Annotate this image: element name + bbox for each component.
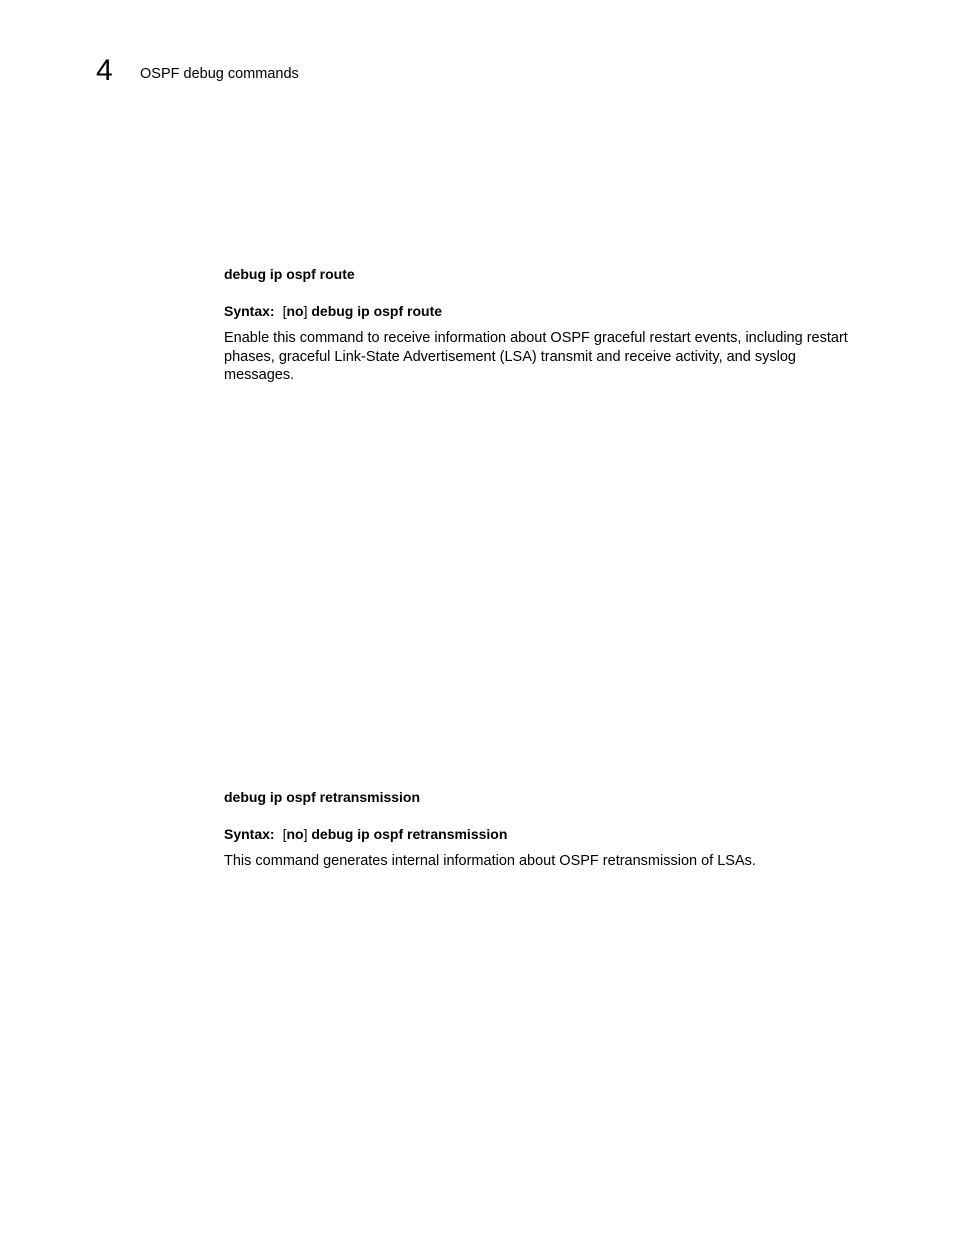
command-heading: debug ip ospf route: [224, 266, 355, 282]
syntax-command: debug ip ospf retransmission: [311, 826, 508, 842]
syntax-line: [224, 825, 874, 843]
syntax-line: [224, 302, 874, 320]
syntax-command: debug ip ospf route: [311, 303, 443, 319]
command-entry-retransmission: [224, 788, 874, 871]
syntax-bracket-open: [: [282, 303, 287, 319]
section-title: OSPF debug commands: [140, 66, 299, 82]
syntax-label: Syntax:: [224, 826, 275, 842]
command-heading: debug ip ospf retransmission: [224, 789, 421, 805]
syntax-bracket-close: ]: [303, 826, 308, 842]
syntax-label: Syntax:: [224, 303, 275, 319]
chapter-number: 4: [96, 54, 113, 87]
syntax-bracket-close: ]: [303, 303, 308, 319]
command-description: Enable this command to receive information about OSPF graceful restart events, including restart phases, graceful Link-State Advertisement (LSA) transmit and receive activity, and syslog messages.: [224, 330, 848, 383]
command-entry-route: [224, 265, 874, 385]
syntax-optional-keyword: no: [286, 826, 304, 842]
command-description: This command generates internal information about OSPF retransmission of LSAs.: [224, 853, 756, 869]
syntax-bracket-open: [: [282, 826, 287, 842]
syntax-optional-keyword: no: [286, 303, 304, 319]
